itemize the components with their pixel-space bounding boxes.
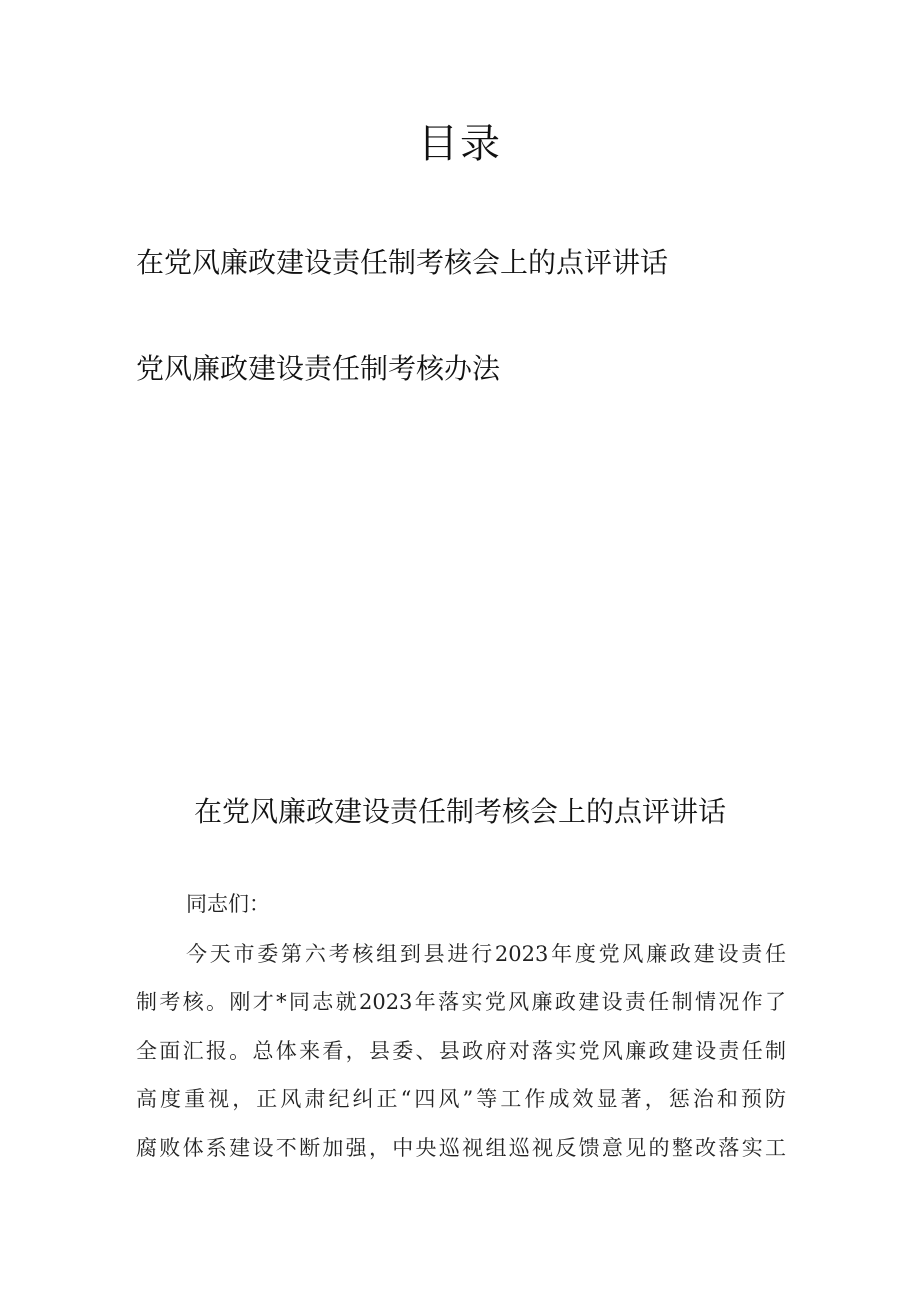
toc-title: 目录 bbox=[418, 121, 502, 167]
salutation: 同志们： bbox=[186, 892, 270, 916]
article-title: 在党风廉政建设责任制考核会上的点评讲话 bbox=[193, 795, 726, 828]
paragraph-line: 高度重视，正风肃纪纠正“四风”等工作成效显著，惩治和预防 bbox=[136, 1087, 786, 1111]
paragraph-line: 今天市委第六考核组到县进行2023年度党风廉政建设责任 bbox=[186, 942, 786, 966]
toc-item-measures[interactable]: 党风廉政建设责任制考核办法 bbox=[136, 352, 501, 385]
paragraph-line: 全面汇报。总体来看，县委、县政府对落实党风廉政建设责任制 bbox=[136, 1039, 786, 1063]
toc-item-speech[interactable]: 在党风廉政建设责任制考核会上的点评讲话 bbox=[136, 246, 669, 279]
paragraph-line: 制考核。刚才*同志就2023年落实党风廉政建设责任制情况作了 bbox=[136, 990, 786, 1014]
paragraph-line: 腐败体系建设不断加强，中央巡视组巡视反馈意见的整改落实工 bbox=[136, 1136, 786, 1160]
